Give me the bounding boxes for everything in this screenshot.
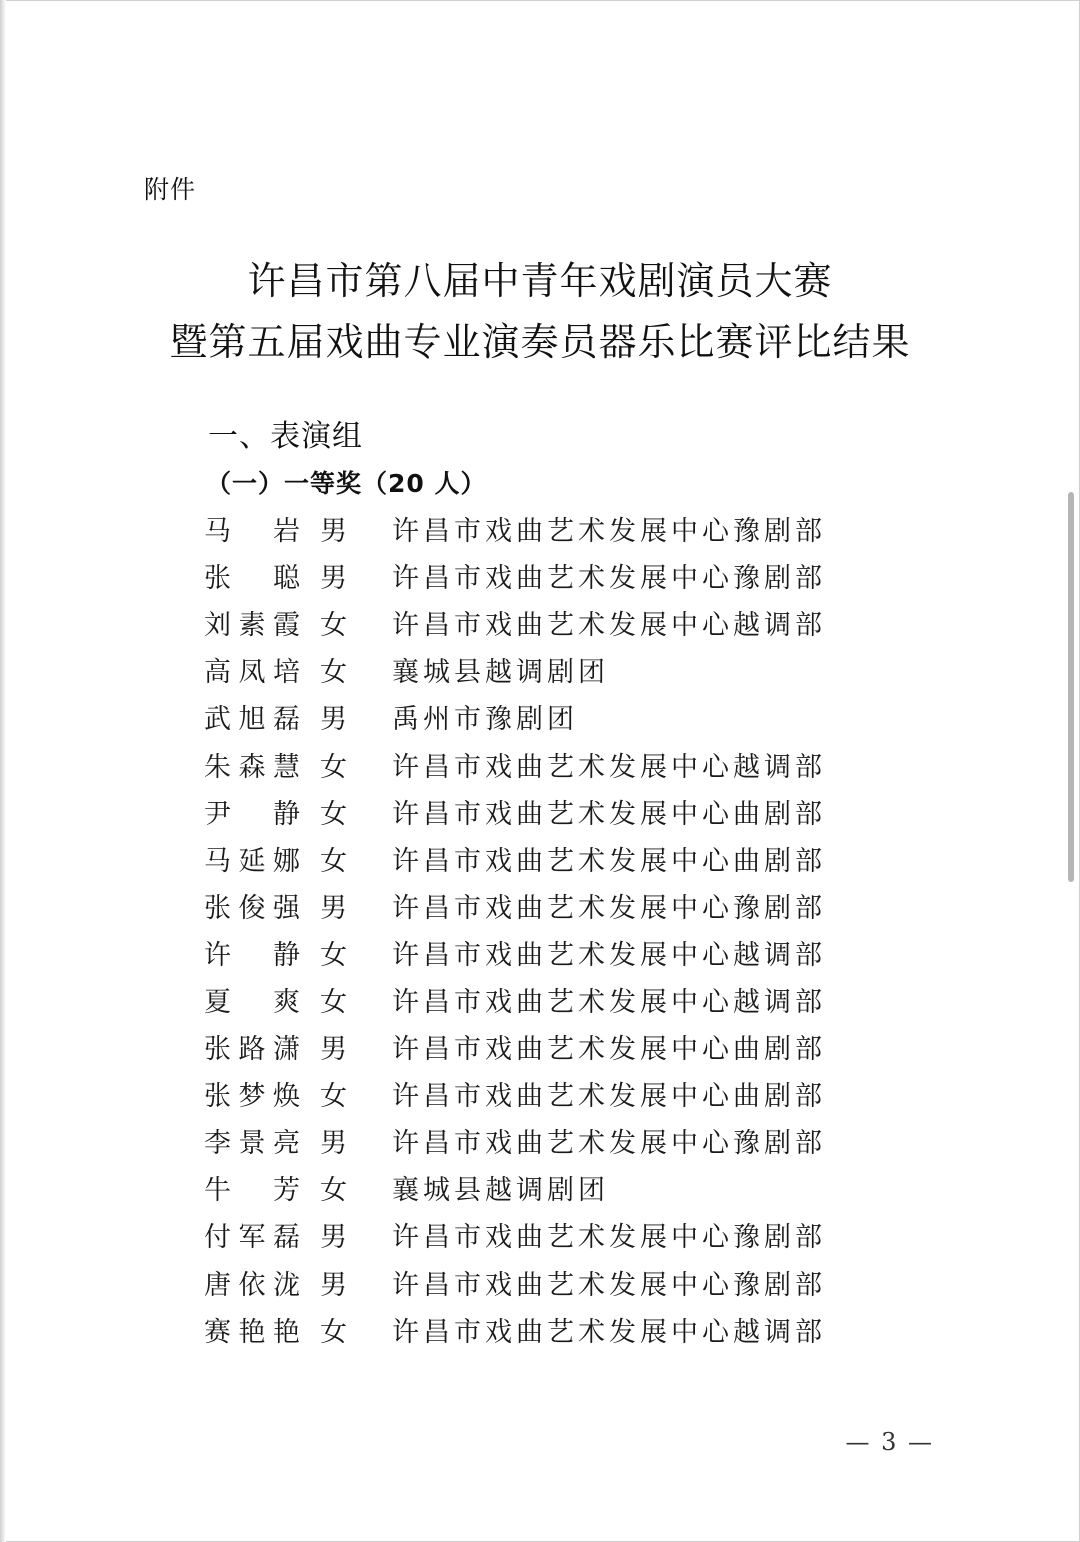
- section-heading: 一、表演组: [208, 419, 363, 454]
- award-heading: （一）一等奖（20 人）: [206, 469, 487, 498]
- winner-gender: 男: [320, 1034, 347, 1066]
- winner-name: [204, 1168, 300, 1207]
- winner-unit: 襄城县越调剧团: [392, 1175, 609, 1207]
- winner-name-char: 唐: [204, 1269, 231, 1301]
- document-title-line-1: 许昌市第八届中青年戏剧演员大赛: [247, 259, 833, 303]
- winner-gender: 男: [320, 892, 347, 924]
- winner-gender: 男: [320, 704, 347, 736]
- winner-name-char: 聪: [273, 563, 300, 595]
- list-item: [204, 693, 826, 740]
- list-item: [204, 599, 826, 646]
- winner-name: [204, 697, 300, 736]
- winner-name-char: 焕: [273, 1081, 300, 1113]
- winner-name-char: 延: [238, 845, 266, 877]
- list-item: [204, 505, 826, 552]
- winner-gender: 女: [320, 939, 347, 971]
- winner-name-char: 高: [204, 657, 231, 689]
- winner-name-char: 潇: [273, 1034, 300, 1066]
- winner-name-char: 凤: [238, 657, 266, 689]
- winner-unit: 许昌市戏曲艺术发展中心豫剧部: [392, 1128, 826, 1160]
- winner-name: [204, 839, 300, 878]
- list-item: [204, 1306, 826, 1353]
- winner-name-char: 梦: [238, 1081, 266, 1113]
- winner-name-char: 许: [204, 939, 231, 971]
- winner-name-char: 李: [204, 1128, 231, 1160]
- winner-unit: 许昌市戏曲艺术发展中心越调部: [392, 939, 826, 971]
- winner-name: [204, 650, 300, 689]
- winner-name-char: 俊: [238, 892, 266, 924]
- winner-unit: 许昌市戏曲艺术发展中心曲剧部: [392, 845, 826, 877]
- winner-name: [204, 933, 300, 972]
- winner-name-char: 岩: [273, 516, 300, 548]
- page-number: — 3 —: [845, 1428, 934, 1456]
- winner-name-char: 军: [238, 1222, 266, 1254]
- winner-name: [204, 1215, 300, 1254]
- winner-name: [204, 1074, 300, 1113]
- list-item: [204, 1070, 826, 1117]
- winner-name-char: 马: [204, 516, 231, 548]
- winner-name: [204, 792, 300, 831]
- winner-unit: 许昌市戏曲艺术发展中心越调部: [392, 610, 826, 642]
- list-item: [204, 929, 826, 976]
- winner-name: [204, 980, 300, 1019]
- winner-name: [204, 1263, 300, 1302]
- winner-unit: 许昌市戏曲艺术发展中心豫剧部: [392, 892, 826, 924]
- winner-name-char: 牛: [204, 1175, 231, 1207]
- winner-name-char: 旭: [238, 704, 266, 736]
- winner-gender: 女: [320, 845, 347, 877]
- winner-name-char: 路: [238, 1034, 266, 1066]
- winner-name: [204, 509, 300, 548]
- winner-gender: 女: [320, 751, 347, 783]
- winner-name-char: 素: [238, 610, 266, 642]
- winner-gender: 女: [320, 610, 347, 642]
- winner-gender: 男: [320, 1269, 347, 1301]
- winner-name-char: 张: [204, 1081, 231, 1113]
- list-item: [204, 1023, 826, 1070]
- winner-unit: 禹州市豫剧团: [392, 704, 578, 736]
- list-item: [204, 1117, 826, 1164]
- winner-name: [204, 745, 300, 784]
- winner-name-char: 磊: [273, 1222, 300, 1254]
- winner-unit: 襄城县越调剧团: [392, 657, 609, 689]
- winner-name-char: 培: [273, 657, 300, 689]
- winner-name-char: 强: [273, 892, 300, 924]
- winner-gender: 男: [320, 516, 347, 548]
- winner-name-char: 静: [273, 939, 300, 971]
- vertical-scrollbar[interactable]: [1068, 492, 1074, 882]
- list-item: [204, 646, 826, 693]
- winner-name-char: 磊: [273, 704, 300, 736]
- list-item: [204, 1164, 826, 1211]
- winner-unit: 许昌市戏曲艺术发展中心曲剧部: [392, 798, 826, 830]
- winner-name-char: 张: [204, 1034, 231, 1066]
- winner-unit: 许昌市戏曲艺术发展中心越调部: [392, 751, 826, 783]
- winner-gender: 男: [320, 563, 347, 595]
- winner-name-char: 张: [204, 892, 231, 924]
- winner-name-char: 尹: [204, 798, 231, 830]
- list-item: [204, 835, 826, 882]
- winner-name-char: 亮: [273, 1128, 300, 1160]
- list-item: [204, 882, 826, 929]
- winner-gender: 女: [320, 1081, 347, 1113]
- winner-name-char: 刘: [204, 610, 231, 642]
- list-item: [204, 1211, 826, 1258]
- winner-gender: 男: [320, 1128, 347, 1160]
- page-edge-shadow: [0, 0, 6, 1542]
- winner-name-char: 娜: [273, 845, 300, 877]
- winner-name-char: 武: [204, 704, 231, 736]
- winner-gender: 女: [320, 1175, 347, 1207]
- winner-name: [204, 556, 300, 595]
- winner-name-char: 艳: [273, 1316, 300, 1348]
- winner-unit: 许昌市戏曲艺术发展中心豫剧部: [392, 516, 826, 548]
- winner-name-char: 泷: [273, 1269, 300, 1301]
- winner-name-char: 霞: [273, 610, 300, 642]
- winner-name-char: 静: [273, 798, 300, 830]
- list-item: [204, 976, 826, 1023]
- winner-name-char: 依: [238, 1269, 266, 1301]
- winner-unit: 许昌市戏曲艺术发展中心豫剧部: [392, 563, 826, 595]
- winner-name-char: 张: [204, 563, 231, 595]
- winner-unit: 许昌市戏曲艺术发展中心越调部: [392, 986, 826, 1018]
- winner-list: [204, 505, 826, 1353]
- winner-gender: 女: [320, 798, 347, 830]
- winner-name-char: 马: [204, 845, 231, 877]
- winner-name: [204, 1310, 300, 1349]
- winner-name-char: 艳: [238, 1316, 266, 1348]
- winner-name: [204, 603, 300, 642]
- list-item: [204, 788, 826, 835]
- winner-name-char: 夏: [204, 986, 231, 1018]
- list-item: [204, 740, 826, 787]
- list-item: [204, 1259, 826, 1306]
- winner-name-char: 芳: [273, 1175, 300, 1207]
- winner-name-char: 森: [238, 751, 266, 783]
- attachment-label: 附件: [144, 175, 197, 204]
- winner-name-char: 慧: [273, 751, 300, 783]
- winner-unit: 许昌市戏曲艺术发展中心曲剧部: [392, 1034, 826, 1066]
- winner-name: [204, 886, 300, 925]
- winner-name: [204, 1027, 300, 1066]
- winner-name-char: 赛: [204, 1316, 231, 1348]
- winner-gender: 女: [320, 1316, 347, 1348]
- winner-name-char: 朱: [204, 751, 231, 783]
- winner-unit: 许昌市戏曲艺术发展中心曲剧部: [392, 1081, 826, 1113]
- winner-unit: 许昌市戏曲艺术发展中心越调部: [392, 1316, 826, 1348]
- winner-gender: 男: [320, 1222, 347, 1254]
- winner-name-char: 付: [204, 1222, 231, 1254]
- winner-name-char: 景: [238, 1128, 266, 1160]
- winner-gender: 女: [320, 657, 347, 689]
- winner-gender: 女: [320, 986, 347, 1018]
- list-item: [204, 552, 826, 599]
- winner-name-char: 爽: [273, 986, 300, 1018]
- winner-name: [204, 1121, 300, 1160]
- winner-unit: 许昌市戏曲艺术发展中心豫剧部: [392, 1269, 826, 1301]
- document-title-line-2: 暨第五届戏曲专业演奏员器乐比赛评比结果: [169, 320, 911, 364]
- winner-unit: 许昌市戏曲艺术发展中心豫剧部: [392, 1222, 826, 1254]
